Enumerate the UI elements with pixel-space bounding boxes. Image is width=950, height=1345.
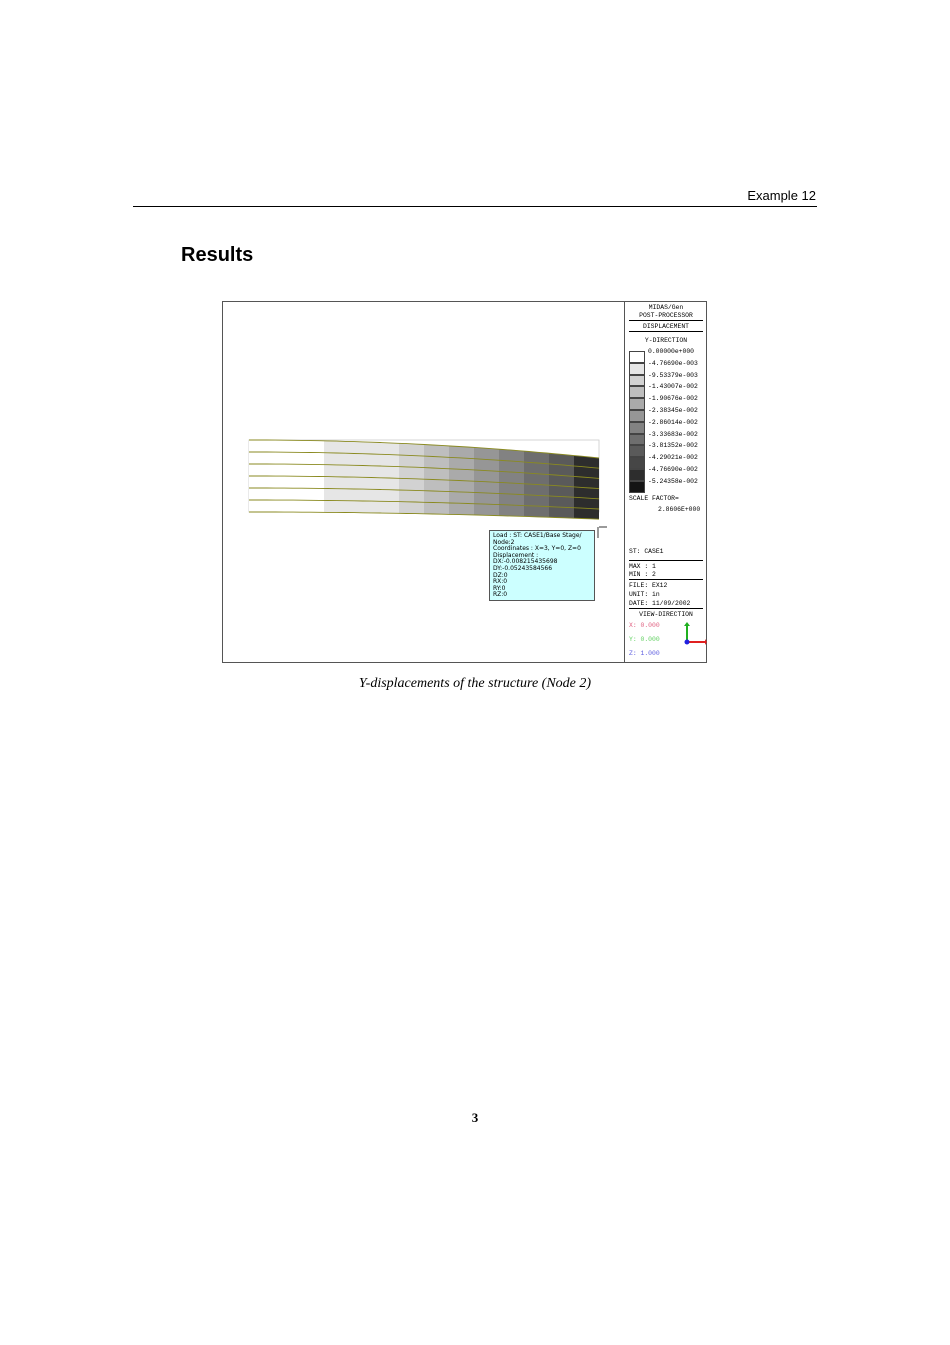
result-type: DISPLACEMENT bbox=[642, 323, 690, 330]
legend-swatch bbox=[629, 434, 645, 446]
legend-level-label: -3.81352e-002 bbox=[648, 442, 698, 450]
tooltip-line: DX:-0.008215435698 bbox=[493, 558, 558, 566]
result-direction: Y-DIRECTION bbox=[644, 337, 688, 344]
node-info-tooltip bbox=[489, 530, 595, 601]
legend-swatch bbox=[629, 410, 645, 422]
legend-level-label: 0.00000e+000 bbox=[648, 348, 695, 355]
legend-level-label: -4.76690e-002 bbox=[648, 466, 698, 473]
legend-level-label: -5.24358e-002 bbox=[648, 477, 698, 485]
legend-swatch bbox=[629, 445, 645, 457]
legend-swatch bbox=[629, 363, 645, 375]
date-label: DATE: 11/09/2002 bbox=[629, 600, 691, 607]
section-title: Results bbox=[181, 244, 254, 266]
page-number: 3 bbox=[471, 1110, 479, 1125]
legend-level-label: -2.38345e-002 bbox=[648, 407, 698, 414]
legend-swatch bbox=[629, 457, 645, 469]
stage-label: ST: CASE1 bbox=[629, 548, 664, 555]
legend-level-label: -4.29021e-002 bbox=[648, 454, 698, 462]
view-x: X: 0.000 bbox=[629, 622, 660, 629]
panel-divider bbox=[629, 608, 703, 609]
figure-caption: Y-displacements of the structure (Node 2) bbox=[358, 676, 592, 691]
tooltip-line: DZ:0 bbox=[493, 571, 508, 579]
view-y: Y: 0.000 bbox=[629, 636, 660, 643]
legend-swatch bbox=[629, 481, 645, 493]
legend-level-label: -1.43007e-002 bbox=[648, 383, 698, 391]
panel-divider bbox=[629, 579, 703, 580]
model-view[interactable] bbox=[223, 302, 624, 662]
tooltip-line: RX:0 bbox=[493, 578, 508, 586]
panel-divider bbox=[629, 320, 703, 321]
max-label: MAX : 1 bbox=[629, 563, 656, 570]
legend-swatch bbox=[629, 469, 645, 481]
view-direction-label: VIEW-DIRECTION bbox=[639, 611, 693, 618]
scale-factor-label: SCALE FACTOR= bbox=[629, 495, 679, 502]
file-label: FILE: EX12 bbox=[629, 582, 668, 589]
header-label: Example 12 bbox=[747, 188, 816, 203]
legend-level-label: -2.86014e-002 bbox=[648, 418, 698, 426]
unit-label: UNIT: in bbox=[629, 591, 660, 598]
legend-level-label: -1.90676e-002 bbox=[648, 395, 698, 403]
legend-swatch bbox=[629, 351, 645, 363]
deformed-shape-plot bbox=[223, 302, 624, 662]
tooltip-line: Displacement : bbox=[493, 551, 539, 559]
legend-swatch bbox=[629, 422, 645, 434]
tooltip-line: RY:0 bbox=[493, 584, 506, 592]
axis-triad-icon bbox=[681, 622, 707, 652]
legend-panel bbox=[624, 302, 707, 662]
tooltip-line: Load : ST: CASE1/Base Stage/ bbox=[493, 532, 582, 539]
min-label: MIN : 2 bbox=[629, 571, 656, 578]
panel-divider bbox=[629, 331, 703, 332]
tooltip-line: Coordinates : X=3, Y=0, Z=0 bbox=[493, 545, 581, 553]
figure bbox=[222, 301, 707, 663]
header-rule bbox=[133, 206, 817, 207]
legend-swatch bbox=[629, 398, 645, 410]
panel-divider bbox=[629, 560, 703, 561]
module-name: POST-PROCESSOR bbox=[639, 312, 693, 319]
legend-swatch bbox=[629, 386, 645, 398]
legend-level-label: -4.76690e-003 bbox=[648, 359, 698, 367]
view-z: Z: 1.000 bbox=[629, 650, 660, 657]
legend-level-label: -9.53379e-003 bbox=[648, 371, 698, 379]
tooltip-line: Node:2 bbox=[493, 538, 515, 546]
tooltip-line: RZ:0 bbox=[493, 591, 508, 599]
legend-swatch bbox=[629, 375, 645, 387]
legend-level-label: -3.33683e-002 bbox=[648, 430, 698, 438]
program-name: MIDAS/Gen bbox=[648, 304, 684, 311]
tooltip-line: DY:-0.05243584566 bbox=[493, 564, 553, 572]
contour-legend bbox=[625, 348, 707, 491]
scale-factor-value: 2.8606E+000 bbox=[658, 506, 701, 513]
